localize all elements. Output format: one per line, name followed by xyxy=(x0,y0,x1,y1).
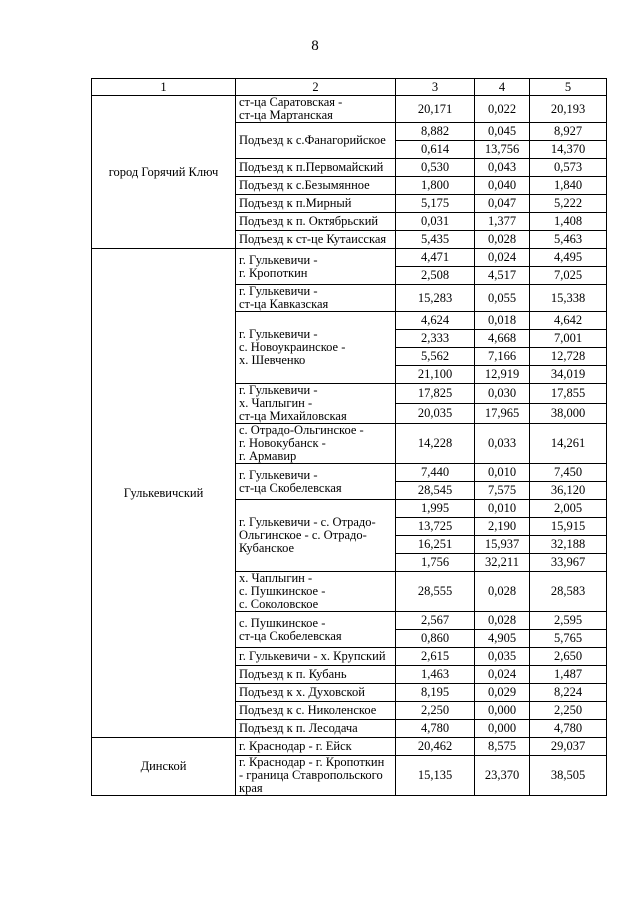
road-line: с. Новоукраинское - xyxy=(239,340,346,354)
value-cell: 17,825 xyxy=(396,384,475,404)
road-cell xyxy=(236,424,396,464)
value-cell: 0,035 xyxy=(475,648,530,666)
value-cell: 32,188 xyxy=(530,536,607,554)
road-line: г. Гулькевичи - xyxy=(239,327,318,341)
road-line: ст-ца Саратовская - xyxy=(239,95,343,109)
value-cell: 15,915 xyxy=(530,518,607,536)
road-line: х. Шевченко xyxy=(239,353,306,367)
value-cell: 20,462 xyxy=(396,738,475,756)
road-line: Подъезд к п.Первомайский xyxy=(239,160,384,174)
value-cell: 29,037 xyxy=(530,738,607,756)
value-cell: 4,642 xyxy=(530,312,607,330)
value-cell: 28,583 xyxy=(530,572,607,612)
value-cell: 0,030 xyxy=(475,384,530,404)
value-cell: 0,573 xyxy=(530,159,607,177)
road-cell xyxy=(236,177,396,195)
header-cell: 1 xyxy=(92,79,236,96)
header-cell: 2 xyxy=(236,79,396,96)
value-cell: 23,370 xyxy=(475,756,530,796)
district-cell: Динской xyxy=(92,738,236,796)
road-line: г. Краснодар - г. Кропоткин xyxy=(239,755,385,769)
road-line: Подъезд к п. Лесодача xyxy=(239,721,358,735)
value-cell: 7,001 xyxy=(530,330,607,348)
road-line: Подъезд к п.Мирный xyxy=(239,196,352,210)
value-cell: 2,567 xyxy=(396,612,475,630)
value-cell: 4,495 xyxy=(530,249,607,267)
road-line: Подъезд к с.Безымянное xyxy=(239,178,370,192)
value-cell: 38,505 xyxy=(530,756,607,796)
road-line: Ольгинское - с. Отрадо- xyxy=(239,528,367,542)
value-cell: 7,440 xyxy=(396,464,475,482)
value-cell: 34,019 xyxy=(530,366,607,384)
road-cell xyxy=(236,684,396,702)
value-cell: 0,860 xyxy=(396,630,475,648)
road-line: ст-ца Михайловская xyxy=(239,409,347,423)
value-cell: 5,765 xyxy=(530,630,607,648)
value-cell: 0,040 xyxy=(475,177,530,195)
value-cell: 0,029 xyxy=(475,684,530,702)
value-cell: 0,614 xyxy=(396,141,475,159)
value-cell: 0,047 xyxy=(475,195,530,213)
value-cell: 20,171 xyxy=(396,96,475,123)
value-cell: 28,555 xyxy=(396,572,475,612)
road-cell xyxy=(236,572,396,612)
value-cell: 1,756 xyxy=(396,554,475,572)
value-cell: 0,530 xyxy=(396,159,475,177)
value-cell: 5,562 xyxy=(396,348,475,366)
road-cell xyxy=(236,231,396,249)
value-cell: 5,463 xyxy=(530,231,607,249)
value-cell: 0,055 xyxy=(475,285,530,312)
road-line: - граница Ставропольского xyxy=(239,768,383,782)
value-cell: 12,728 xyxy=(530,348,607,366)
value-cell: 2,190 xyxy=(475,518,530,536)
value-cell: 4,780 xyxy=(530,720,607,738)
district-cell: Гулькевичский xyxy=(92,249,236,738)
value-cell: 0,028 xyxy=(475,231,530,249)
road-line: г. Гулькевичи - xyxy=(239,284,318,298)
value-cell: 4,780 xyxy=(396,720,475,738)
table-row xyxy=(92,249,607,267)
road-line: х. Чаплыгин - xyxy=(239,571,313,585)
road-cell xyxy=(236,738,396,756)
value-cell: 8,927 xyxy=(530,123,607,141)
road-cell xyxy=(236,464,396,500)
value-cell: 0,010 xyxy=(475,464,530,482)
value-cell: 1,377 xyxy=(475,213,530,231)
header-cell: 4 xyxy=(475,79,530,96)
value-cell: 2,650 xyxy=(530,648,607,666)
value-cell: 8,882 xyxy=(396,123,475,141)
value-cell: 7,450 xyxy=(530,464,607,482)
value-cell: 0,024 xyxy=(475,666,530,684)
road-cell xyxy=(236,96,396,123)
value-cell: 0,031 xyxy=(396,213,475,231)
road-cell xyxy=(236,702,396,720)
road-line: Подъезд к х. Духовской xyxy=(239,685,365,699)
road-line: Кубанское xyxy=(239,541,295,555)
value-cell: 36,120 xyxy=(530,482,607,500)
value-cell: 15,283 xyxy=(396,285,475,312)
road-line: г. Гулькевичи - xyxy=(239,467,318,482)
header-cell: 5 xyxy=(530,79,607,96)
table-row xyxy=(92,738,607,756)
value-cell: 15,937 xyxy=(475,536,530,554)
value-cell: 14,370 xyxy=(530,141,607,159)
road-line: с. Пушкинское - xyxy=(239,584,326,598)
road-line: г. Кропоткин xyxy=(239,265,308,280)
road-line: г. Гулькевичи - х. Крупский xyxy=(239,649,386,663)
value-cell: 8,575 xyxy=(475,738,530,756)
road-cell xyxy=(236,249,396,285)
value-cell: 12,919 xyxy=(475,366,530,384)
value-cell: 0,000 xyxy=(475,720,530,738)
roads-table xyxy=(91,78,607,796)
value-cell: 14,261 xyxy=(530,424,607,464)
value-cell: 7,575 xyxy=(475,482,530,500)
value-cell: 8,224 xyxy=(530,684,607,702)
value-cell: 2,508 xyxy=(396,267,475,285)
value-cell: 1,800 xyxy=(396,177,475,195)
value-cell: 0,024 xyxy=(475,249,530,267)
road-line: края xyxy=(239,781,263,795)
road-line: г. Гулькевичи - с. Отрадо- xyxy=(239,515,376,529)
value-cell: 2,250 xyxy=(530,702,607,720)
value-cell: 15,135 xyxy=(396,756,475,796)
road-cell xyxy=(236,195,396,213)
value-cell: 7,166 xyxy=(475,348,530,366)
road-line: Подъезд к с.Фанагорийское xyxy=(239,133,386,147)
road-cell xyxy=(236,384,396,424)
road-line: с. Пушкинское - xyxy=(239,615,326,630)
value-cell: 15,338 xyxy=(530,285,607,312)
value-cell: 0,010 xyxy=(475,500,530,518)
value-cell: 0,033 xyxy=(475,424,530,464)
value-cell: 38,000 xyxy=(530,404,607,424)
value-cell: 17,855 xyxy=(530,384,607,404)
road-cell xyxy=(236,756,396,796)
road-line: ст-ца Скобелевская xyxy=(239,480,342,495)
value-cell: 1,463 xyxy=(396,666,475,684)
value-cell: 2,250 xyxy=(396,702,475,720)
value-cell: 0,022 xyxy=(475,96,530,123)
road-line: г. Гулькевичи - xyxy=(239,252,318,267)
value-cell: 21,100 xyxy=(396,366,475,384)
road-line: г. Краснодар - г. Ейск xyxy=(239,739,352,753)
value-cell: 2,595 xyxy=(530,612,607,630)
road-cell xyxy=(236,720,396,738)
value-cell: 0,018 xyxy=(475,312,530,330)
value-cell: 2,005 xyxy=(530,500,607,518)
value-cell: 4,471 xyxy=(396,249,475,267)
header-row xyxy=(92,79,607,96)
value-cell: 2,333 xyxy=(396,330,475,348)
value-cell: 33,967 xyxy=(530,554,607,572)
value-cell: 1,995 xyxy=(396,500,475,518)
value-cell: 2,615 xyxy=(396,648,475,666)
page-number: 8 xyxy=(311,38,319,54)
value-cell: 17,965 xyxy=(475,404,530,424)
road-line: Подъезд к ст-це Кутаисская xyxy=(239,232,387,246)
road-line: с. Соколовское xyxy=(239,597,319,611)
district-cell: город Горячий Ключ xyxy=(92,96,236,249)
road-cell xyxy=(236,123,396,159)
road-line: х. Чаплыгин - xyxy=(239,396,313,410)
road-line: г. Гулькевичи - xyxy=(239,383,318,397)
road-line: Подъезд к п. Октябрьский xyxy=(239,214,379,228)
value-cell: 13,756 xyxy=(475,141,530,159)
value-cell: 14,228 xyxy=(396,424,475,464)
value-cell: 0,043 xyxy=(475,159,530,177)
road-cell xyxy=(236,159,396,177)
road-cell xyxy=(236,285,396,312)
road-cell xyxy=(236,213,396,231)
value-cell: 5,222 xyxy=(530,195,607,213)
value-cell: 1,408 xyxy=(530,213,607,231)
value-cell: 32,211 xyxy=(475,554,530,572)
road-line: ст-ца Мартанская xyxy=(239,108,333,122)
value-cell: 0,045 xyxy=(475,123,530,141)
road-line: с. Отрадо-Ольгинское - xyxy=(239,423,364,437)
road-line: г. Новокубанск - xyxy=(239,436,326,450)
value-cell: 16,251 xyxy=(396,536,475,554)
road-line: Подъезд к п. Кубань xyxy=(239,667,347,681)
value-cell: 4,668 xyxy=(475,330,530,348)
value-cell: 4,517 xyxy=(475,267,530,285)
road-cell xyxy=(236,500,396,572)
header-cell: 3 xyxy=(396,79,475,96)
value-cell: 5,175 xyxy=(396,195,475,213)
value-cell: 4,624 xyxy=(396,312,475,330)
road-cell xyxy=(236,612,396,648)
value-cell: 1,487 xyxy=(530,666,607,684)
value-cell: 8,195 xyxy=(396,684,475,702)
road-line: г. Армавир xyxy=(239,449,297,463)
value-cell: 7,025 xyxy=(530,267,607,285)
value-cell: 13,725 xyxy=(396,518,475,536)
road-line: ст-ца Кавказская xyxy=(239,297,329,311)
value-cell: 1,840 xyxy=(530,177,607,195)
road-cell xyxy=(236,312,396,384)
value-cell: 28,545 xyxy=(396,482,475,500)
value-cell: 4,905 xyxy=(475,630,530,648)
road-cell xyxy=(236,666,396,684)
road-line: ст-ца Скобелевская xyxy=(239,628,342,643)
value-cell: 20,193 xyxy=(530,96,607,123)
value-cell: 0,028 xyxy=(475,612,530,630)
value-cell: 0,028 xyxy=(475,572,530,612)
road-line: Подъезд к с. Николенское xyxy=(239,703,377,717)
table-row xyxy=(92,96,607,123)
road-cell xyxy=(236,648,396,666)
value-cell: 0,000 xyxy=(475,702,530,720)
value-cell: 20,035 xyxy=(396,404,475,424)
value-cell: 5,435 xyxy=(396,231,475,249)
